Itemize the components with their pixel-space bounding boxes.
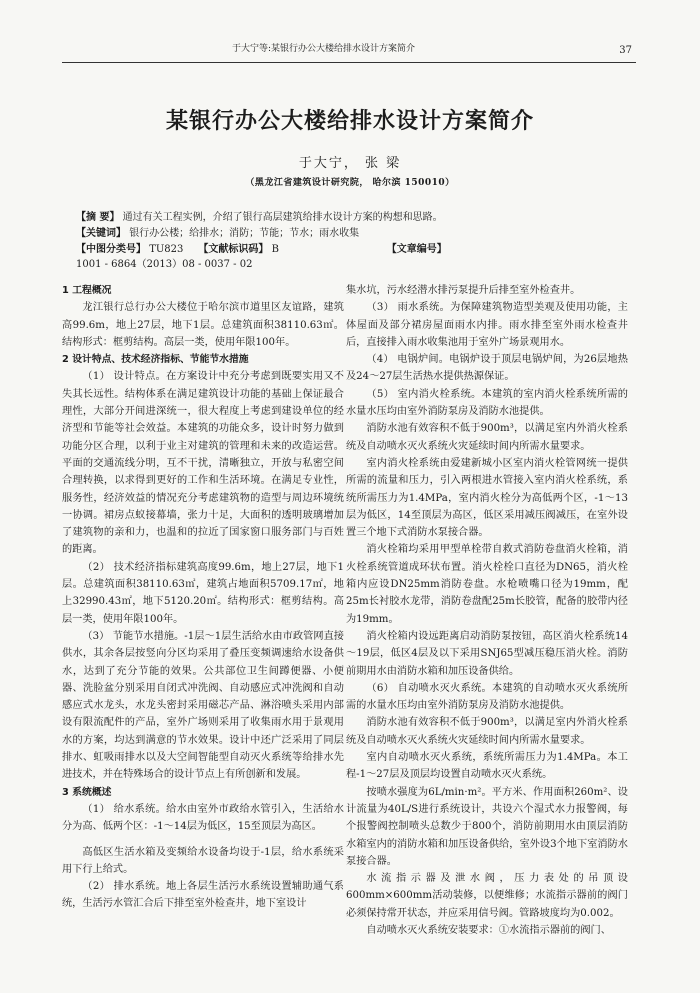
paragraph-gap bbox=[62, 836, 344, 844]
body-paragraph: 消防水池有效容积不低于900m³，以满足室内外消火栓系统及自动喷水灭火系统火灾延续时间内所需水量要求。 bbox=[346, 423, 628, 452]
body-paragraph: 龙江银行总行办公大楼位于哈尔滨市道里区友谊路，建筑高99.6m，地上27层，地下1层。总建筑面积38110.63㎡。结构形式：框剪结构。高层一类，使用年限100年。 bbox=[62, 302, 344, 348]
body-paragraph: （3） 节能节水措施。-1层～1层生活给水由市政管网直接供水，其余各层按竖向分区均采用了叠压变频调速给水设备供水，达到了充分节能的效果。公共部位卫生间蹲便器、小便器、洗脸盆分别采用自闭式冲洗阀、自动感应式冲洗阀和自动感应式水龙头，水龙头密封采用磁芯产品、淋浴喷头采用内部设有限流配件的产品，室外广场则采用了收集雨水用于景观用水的方案，均达到满意的节水效果。设计中还广泛采用了同层排水、虹吸雨排水以及大空间智能型自动灭火系统等给排水先进技术，并在特殊场合的设计节点上有所创新和发展。 bbox=[62, 630, 344, 781]
section-heading: 3 系统概述 bbox=[62, 786, 112, 798]
body-paragraph: 室内自动喷水灭火系统，系统所需压力为1.4MPa。本工程-1～27层及顶层均设置自动喷水灭火系统。 bbox=[346, 752, 628, 781]
body-paragraph: 水流指示器及泄水阀，压力表处的吊顶设600mm×600mm活动装修，以便维修；水流指示器前的阀门必须保持常开状态，并应采用信号阀。管路坡度均为0.002。 bbox=[346, 873, 628, 919]
page-number: 37 bbox=[619, 45, 632, 56]
body-paragraph: 消火栓箱内设远距离启动消防泵按钮，高区消火栓系统14～19层，低区4层及以下采用SNJ65型减压稳压消火栓。消防前期用水由消防水箱和加压设备供给。 bbox=[346, 630, 628, 677]
body-paragraph: （2） 技术经济指标建筑高度99.6m，地上27层，地下1层。总建筑面积38110.63㎡，建筑占地面积5709.17㎡，地上32990.43㎡，地下5120.20㎡。结构形式：框剪结构。高层一类，使用年限100年。 bbox=[62, 561, 344, 625]
article-no-value: 1001 - 6864（2013）08 - 0037 - 02 bbox=[76, 259, 253, 270]
clc-value: TU823 bbox=[149, 244, 184, 255]
clc-label: 【中图分类号】 bbox=[76, 244, 146, 255]
keywords-text: 银行办公楼；给排水；消防；节能；节水；雨水收集 bbox=[129, 228, 360, 239]
article-no-label: 【文章编号】 bbox=[386, 244, 447, 255]
body-paragraph: 消防水池有效容积不低于900m³，以满足室内外消火栓系统及自动喷水灭火系统火灾延续时间内所需水量要求。 bbox=[346, 717, 628, 746]
doc-code-label: 【文献标识码】 bbox=[198, 244, 269, 255]
section-heading: 2 设计特点、技术经济指标、节能节水措施 bbox=[62, 354, 249, 366]
authors: 于大宁， 张 梁 bbox=[298, 156, 402, 171]
body-paragraph: （6） 自动喷水灭火系统。本建筑的自动喷水灭火系统所需的水量水压均由室外消防泵房及消防水池提供。 bbox=[346, 682, 628, 712]
article-title: 某银行办公大楼给排水设计方案简介 bbox=[165, 109, 534, 134]
body-paragraph: （4） 电锅炉间。电锅炉设于顶层电锅炉间，为26层地热及24～27层生活热水提供热源保证。 bbox=[346, 354, 628, 383]
abstract-text: 通过有关工程实例，介绍了银行高层建筑给排水设计方案的构想和思路。 bbox=[122, 212, 443, 223]
body-paragraph: 高低区生活水箱及变频给水设备均设于-1层，给水系统采用下行上给式。 bbox=[62, 846, 344, 875]
body-paragraph: （1） 设计特点。在方案设计中充分考虑到既要实用又不失其长远性。结构体系在满足建筑设计功能的基础上保证最合理性，大部分开间进深统一，很大程度上考虑到建设单位的经济型和节能等社会效益。本建筑的功能众多，设计时努力做到功能分区合理，以利于业主对建筑的管理和未来的改造运营。平面的交通流线分明，互不干扰，清晰独立，开放与私密空间合理转换，以求得到更好的工作和生活环境。在满足专业性，服务性，经济效益的情况充分考虑建筑物的造型与周边环境统一协调。裙房点蚁接幕墙，张力十足，大面积的透明玻璃增加了建筑物的亲和力，也温和的拉近了国家窗口服务部门与百姓的距离。 bbox=[62, 371, 344, 556]
running-title: 于大宁等:某银行办公大楼给排水设计方案简介 bbox=[232, 44, 416, 54]
body-paragraph: 集水坑，污水经潜水排污泵提升后排至室外检查井。 bbox=[346, 285, 581, 296]
affiliation: （黑龙江省建筑设计研究院， 哈尔滨 150010） bbox=[245, 178, 455, 188]
keywords bbox=[76, 226, 630, 241]
abstract-label: 【摘 要】 bbox=[76, 212, 120, 223]
body-paragraph: （2） 排水系统。地上各层生活污水系统设置辅助通气系统，生活污水管汇合后下排至室外检查井，地下室设计 bbox=[62, 881, 344, 910]
doc-code-value: B bbox=[271, 244, 279, 255]
left-column bbox=[62, 282, 344, 913]
right-column bbox=[346, 282, 628, 939]
body-paragraph: （1） 给水系统。给水由室外市政给水管引入，生活给水分为高、低两个区：-1～14层为低区，15至顶层为高区。 bbox=[62, 803, 344, 833]
running-header bbox=[62, 36, 636, 63]
body-paragraph: 室内消火栓系统由爱建新城小区室内消火栓管网统一提供所需的流量和压力，引入两根进水管接入室内消火栓系统，系统所需压力为1.4MPa，室内消火栓分为高低两个区，-1～13层为低区，14至顶层为高区，低区采用减压阀减压，在室外设置三个地下式消防水泵接合器。 bbox=[346, 457, 628, 539]
body-paragraph: （3） 雨水系统。为保障建筑物造型美观及使用功能，主体屋面及部分裙房屋面雨水内排。雨水排至室外雨水检查井后，直接排入雨水收集池用于室外广场景观用水。 bbox=[346, 302, 628, 348]
abstract bbox=[76, 210, 630, 225]
body-paragraph: 消火栓箱均采用甲型单栓带自救式消防卷盘消火栓箱，消火栓系统管道成环状布置。消火栓栓口直径为DN65，消火栓箱内应设DN25mm消防卷盘。水枪喷嘴口径为19mm，配25m长衬胶水龙带，消防卷盘配25m长胶管，配备的胶带内径为19mm。 bbox=[346, 544, 628, 625]
body-paragraph: 按喷水强度为6L/min·m²。平方米、作用面积260m²、设计流量为40L/S进行系统设计，共设六个湿式水力报警阀，每个报警阀控制喷头总数少于800个，消防前期用水由顶层消防水箱室内的消防水箱和加压设备供给，室外设3个地下室消防水泵接合器。 bbox=[346, 786, 628, 867]
body-paragraph: 自动喷水灭火系统安装要求：①水流指示器前的阀门、 bbox=[366, 924, 611, 936]
section-heading: 1 工程概况 bbox=[62, 285, 112, 296]
body-paragraph: （5） 室内消火栓系统。本建筑的室内消火栓系统所需的水量水压均由室外消防泵房及消防水池提供。 bbox=[346, 388, 628, 418]
keywords-label: 【关键词】 bbox=[76, 228, 126, 239]
classification-codes bbox=[76, 242, 630, 272]
